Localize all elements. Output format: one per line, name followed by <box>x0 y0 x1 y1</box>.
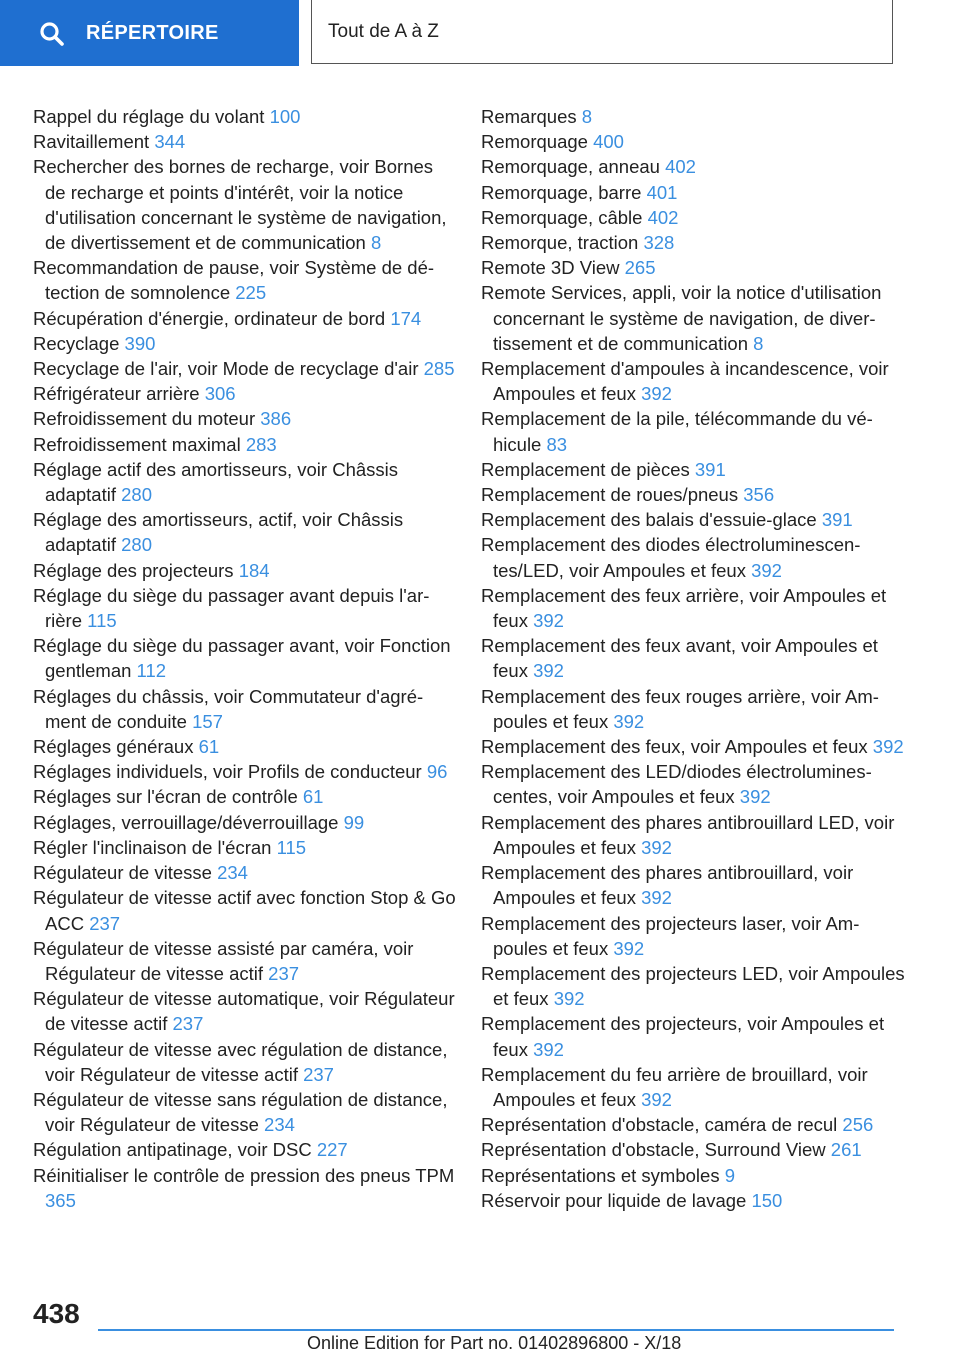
page-reference-link[interactable]: 280 <box>121 484 152 506</box>
index-entry <box>481 255 906 280</box>
page-reference-link[interactable]: 8 <box>753 332 764 354</box>
page-reference-link[interactable]: 390 <box>124 332 156 354</box>
index-entry <box>481 482 906 507</box>
page-reference-link[interactable]: 100 <box>269 106 301 127</box>
index-entry-text: Régulateur de vitesse automatique, voir Régulateur de vitesse actif <box>33 988 455 1035</box>
index-entry <box>481 230 906 255</box>
index-entry <box>481 532 906 582</box>
index-entry <box>481 129 906 154</box>
page-reference-link[interactable]: 115 <box>87 610 117 632</box>
page-reference-link[interactable]: 9 <box>724 1164 736 1186</box>
index-entry <box>33 381 458 406</box>
index-entry-text: Remorque, traction <box>481 232 639 254</box>
page-number: 438 <box>33 1298 80 1329</box>
index-entry <box>33 1163 458 1213</box>
index-entry-text: Remplacement de la pile, télécommande du véhicule <box>481 408 873 455</box>
page-reference-link[interactable]: 283 <box>245 433 277 455</box>
index-entry <box>33 1137 458 1162</box>
index-entry <box>33 406 458 431</box>
index-entry-text: Réglage actif des amortisseurs, voir Châssis adaptatif <box>33 458 399 506</box>
index-entry-text: Remplacement des projecteurs, voir Ampoules et feux <box>481 1013 885 1060</box>
index-entry-text: Remplacement des feux arrière, voir Ampoules et feux <box>481 584 887 632</box>
index-entry-text: Remplacement des projecteurs laser, voir Ampoules et feux <box>481 912 860 959</box>
page-reference-link[interactable]: 261 <box>830 1139 862 1161</box>
index-entry-text: Régulateur de vitesse avec régulation de distance, voir Régulateur de vitesse actif <box>33 1038 448 1085</box>
index-entry-text: Régler l'inclinaison de l'écran <box>33 836 272 858</box>
index-entry-text: Rappel du réglage du volant <box>33 106 265 127</box>
index-entry-text: Remplacement des balais d'essuie-glace <box>481 509 817 531</box>
index-entry <box>33 1087 458 1137</box>
index-entry <box>33 784 458 809</box>
page-reference-link[interactable]: 237 <box>268 962 300 984</box>
index-entry-text: Remplacement des phares antibrouillard, voir Ampoules et feux <box>481 862 854 909</box>
index-entry-text: Remplacement des LED/diodes électroluminescentes, voir Ampoules et feux <box>481 761 872 808</box>
index-entry-text: Réglages sur l'écran de contrôle <box>33 786 298 808</box>
index-entry-text: Remplacement des feux avant, voir Ampoules et feux <box>481 635 878 682</box>
page-reference-link[interactable]: 237 <box>172 1013 204 1035</box>
page-reference-link[interactable]: 392 <box>641 887 672 909</box>
page-reference-link[interactable]: 392 <box>872 736 904 758</box>
index-entry <box>481 633 906 683</box>
page-reference-link[interactable]: 392 <box>641 836 672 858</box>
index-entry <box>33 734 458 759</box>
index-entry-text: Remplacement des feux rouges arrière, voir Ampoules et feux <box>481 685 879 732</box>
index-entry <box>33 885 458 935</box>
index-entry <box>33 129 458 154</box>
index-entry <box>33 255 458 305</box>
index-entry <box>33 583 458 633</box>
index-entry-text: Ravitaillement <box>33 131 150 153</box>
index-entry-text: Remorquage, anneau <box>481 156 660 178</box>
index-entry-text: Réservoir pour liquide de lavage <box>481 1189 747 1211</box>
page-reference-link[interactable]: 157 <box>192 710 223 732</box>
index-entry <box>481 1011 906 1061</box>
index-entry-text: Refroidissement maximal <box>33 433 241 455</box>
index-entry-text: Remarques <box>481 106 577 127</box>
index-entry <box>33 104 458 129</box>
page-reference-link[interactable]: 8 <box>370 232 382 254</box>
page-reference-link[interactable]: 306 <box>204 383 236 405</box>
index-entry-text: Régulateur de vitesse <box>33 862 212 884</box>
index-entry <box>481 280 906 356</box>
index-entry <box>33 986 458 1036</box>
index-entry <box>481 1188 906 1213</box>
index-entry <box>481 457 906 482</box>
index-entry <box>33 507 458 557</box>
footer-divider <box>98 1329 894 1331</box>
index-entry <box>481 154 906 179</box>
page-reference-link[interactable]: 391 <box>694 458 726 480</box>
index-entry-text: Recommandation de pause, voir Système de détection de somnolence <box>33 257 435 304</box>
page-reference-link[interactable]: 280 <box>121 534 152 556</box>
page-reference-link[interactable]: 344 <box>154 131 186 153</box>
index-entry-text: Réinitialiser le contrôle de pression des pneus TPM <box>33 1164 455 1186</box>
index-entry <box>33 835 458 860</box>
page-reference-link[interactable]: 234 <box>217 862 248 884</box>
index-entry <box>33 356 458 381</box>
index-entry <box>481 1112 906 1137</box>
index-entry-text: Réfrigérateur arrière <box>33 383 200 405</box>
index-entry-text: Remplacement de pièces <box>481 458 690 480</box>
page-reference-link[interactable]: 285 <box>423 358 455 380</box>
index-entry-text: Remote Services, appli, voir la notice d'utilisation concernant le système de navigation, de divertissement et de communication <box>481 282 882 354</box>
page-reference-link[interactable]: 237 <box>89 912 121 934</box>
index-column-right <box>481 104 906 1213</box>
page-reference-link[interactable]: 401 <box>646 181 678 203</box>
index-entry <box>481 1163 906 1188</box>
page-reference-link[interactable]: 150 <box>751 1189 783 1211</box>
index-entry-text: Régulateur de vitesse assisté par caméra, voir Régulateur de vitesse actif <box>33 937 414 984</box>
index-entry <box>481 684 906 734</box>
page-reference-link[interactable]: 96 <box>426 761 448 783</box>
index-entry-text: Remplacement des projecteurs LED, voir Ampoules et feux <box>481 962 905 1010</box>
index-entry-text: Régulateur de vitesse sans régulation de distance, voir Régulateur de vitesse <box>33 1088 448 1136</box>
index-entry <box>481 406 906 456</box>
index-entry-text: Remplacement d'ampoules à incandescence, voir Ampoules et feux <box>481 358 889 405</box>
index-entry-text: Représentations et symboles <box>481 1164 720 1186</box>
a-to-z-tab-label: Tout de A à Z <box>328 21 439 42</box>
index-entry <box>481 205 906 230</box>
index-entry-text: Représentation d'obstacle, caméra de recul <box>481 1114 838 1136</box>
index-entry <box>33 860 458 885</box>
index-entry-text: Réglages du châssis, voir Commutateur d'agrément de conduite <box>33 685 424 732</box>
page-reference-link[interactable]: 392 <box>533 660 564 682</box>
page-reference-link[interactable]: 61 <box>302 786 324 808</box>
page-reference-link[interactable]: 392 <box>751 559 782 581</box>
page-reference-link[interactable]: 227 <box>316 1139 348 1161</box>
page-reference-link[interactable]: 392 <box>613 710 645 732</box>
index-entry <box>481 356 906 406</box>
page-reference-link[interactable]: 237 <box>303 1063 334 1085</box>
page-reference-link[interactable]: 115 <box>276 836 307 858</box>
page-reference-link[interactable]: 402 <box>647 206 679 228</box>
index-entry <box>33 306 458 331</box>
page-reference-link[interactable]: 356 <box>743 484 775 506</box>
index-entry <box>481 507 906 532</box>
index-entry <box>33 810 458 835</box>
page-reference-link[interactable]: 225 <box>235 282 267 304</box>
index-entry-text: Remplacement des diodes électroluminescentes/LED, voir Ampoules et feux <box>481 534 861 581</box>
index-entry-text: Remplacement des phares antibrouillard LED, voir Ampoules et feux <box>481 811 895 858</box>
index-entry-text: Remplacement des feux, voir Ampoules et feux <box>481 736 868 758</box>
page-reference-link[interactable]: 99 <box>343 811 365 833</box>
page-reference-link[interactable]: 392 <box>641 1088 672 1110</box>
index-entry-text: Recyclage de l'air, voir Mode de recyclage d'air <box>33 358 419 380</box>
index-entry-text: Réglage des amortisseurs, actif, voir Châssis adaptatif <box>33 509 404 556</box>
index-entry-text: Remplacement du feu arrière de brouillard, voir Ampoules et feux <box>481 1063 868 1110</box>
index-entry <box>481 810 906 860</box>
index-entry <box>33 432 458 457</box>
index-entry <box>33 633 458 683</box>
page-reference-link[interactable]: 83 <box>546 433 568 455</box>
page-reference-link[interactable]: 400 <box>593 131 624 153</box>
index-entry <box>481 860 906 910</box>
page-reference-link[interactable]: 265 <box>624 257 656 279</box>
index-entry <box>481 583 906 633</box>
index-entry-text: Récupération d'énergie, ordinateur de bord <box>33 307 386 329</box>
index-entry-text: Régulateur de vitesse actif avec fonction Stop & Go ACC <box>33 887 456 934</box>
page-reference-link[interactable]: 8 <box>581 106 593 127</box>
index-entry <box>33 331 458 356</box>
index-entry-text: Régulation antipatinage, voir DSC <box>33 1139 312 1161</box>
index-entry <box>33 457 458 507</box>
index-entry <box>481 961 906 1011</box>
index-entry-text: Réglage des projecteurs <box>33 559 234 581</box>
index-entry <box>481 734 906 759</box>
index-entry-text: Remplacement de roues/pneus <box>481 484 739 506</box>
page-reference-link[interactable]: 328 <box>643 232 675 254</box>
page-reference-link[interactable]: 392 <box>533 610 564 632</box>
index-entry <box>33 1037 458 1087</box>
page-reference-link[interactable]: 256 <box>842 1114 874 1136</box>
index-entry-text: Remorquage, câble <box>481 206 643 228</box>
index-entry-text: Réglages généraux <box>33 736 194 758</box>
index-entry-text: Remorquage, barre <box>481 181 642 203</box>
search-icon <box>38 20 66 48</box>
top-navigation <box>0 0 960 68</box>
index-entry-text: Recyclage <box>33 332 120 354</box>
index-entry-text: Réglages individuels, voir Profils de conducteur <box>33 761 422 783</box>
page-reference-link[interactable]: 386 <box>260 408 292 430</box>
index-entry <box>481 1137 906 1162</box>
index-entry-text: Remote 3D View <box>481 257 620 279</box>
directory-tab-label: RÉPERTOIRE <box>86 22 219 44</box>
page-reference-link[interactable]: 234 <box>264 1114 295 1136</box>
index-entry-text: Réglages, verrouillage/déverrouillage <box>33 811 339 833</box>
index-entry-text: Réglage du siège du passager avant depuis l'arrière <box>33 584 430 632</box>
page-reference-link[interactable]: 392 <box>641 383 672 405</box>
index-entry-text: Refroidissement du moteur <box>33 408 256 430</box>
page-reference-link[interactable]: 61 <box>198 736 220 758</box>
directory-tab[interactable] <box>0 0 299 66</box>
index-entry-text: Remorquage <box>481 131 588 153</box>
page-reference-link[interactable]: 174 <box>390 307 422 329</box>
index-entry-text: Réglage du siège du passager avant, voir Fonction gentleman <box>33 635 451 682</box>
index-entry <box>33 759 458 784</box>
index-entry <box>481 104 906 129</box>
page-reference-link[interactable]: 391 <box>821 509 853 531</box>
footer-edition-text: Online Edition for Part no. 01402896800 - X/18 <box>307 1333 682 1353</box>
page-reference-link[interactable]: 184 <box>238 559 270 581</box>
index-entry <box>33 154 458 255</box>
index-entry-text: Rechercher des bornes de recharge, voir Bornes de recharge et points d'intérêt, voir la notice d'utilisation concernant le système de navigation, de divertissement et de communication <box>33 156 447 254</box>
index-entry-text: Représentation d'obstacle, Surround View <box>481 1139 826 1161</box>
index-entry <box>481 180 906 205</box>
page-reference-link[interactable]: 402 <box>665 156 696 178</box>
page-reference-link[interactable]: 392 <box>553 988 585 1010</box>
a-to-z-tab[interactable] <box>311 0 893 64</box>
index-entry <box>481 759 906 809</box>
index-entry <box>33 936 458 986</box>
page-reference-link[interactable]: 365 <box>45 1189 76 1211</box>
index-entry <box>481 1062 906 1112</box>
index-entry <box>33 558 458 583</box>
page-reference-link[interactable]: 112 <box>136 660 167 682</box>
index-entry <box>481 911 906 961</box>
page-reference-link[interactable]: 392 <box>533 1038 564 1060</box>
page-reference-link[interactable]: 392 <box>739 786 771 808</box>
page-reference-link[interactable]: 392 <box>613 937 645 959</box>
index-entry <box>33 684 458 734</box>
index-column-left <box>33 104 458 1213</box>
